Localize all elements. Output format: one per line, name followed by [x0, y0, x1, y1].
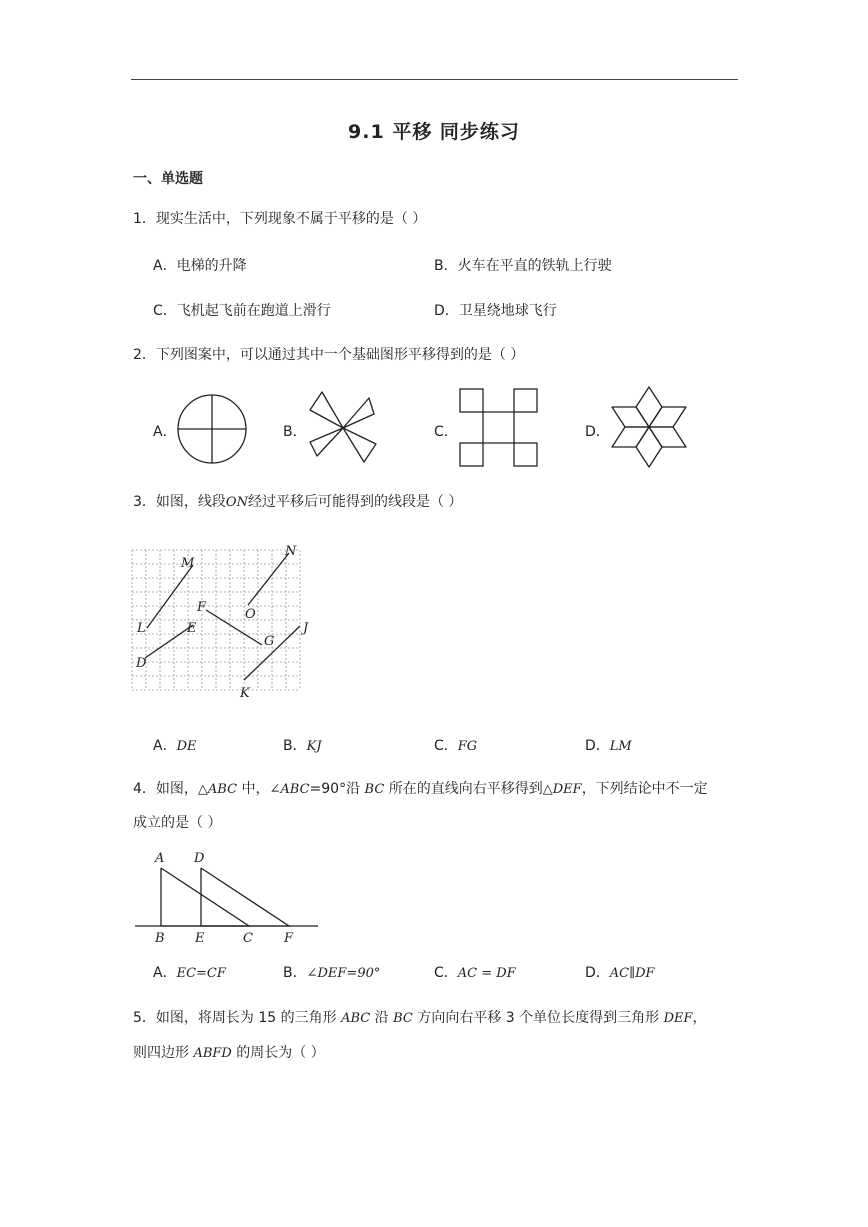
q1-option-b[interactable]: B．火车在平直的铁轨上行驶	[434, 258, 612, 274]
q4-option-c[interactable]: C．AC = DF	[434, 965, 516, 981]
segment-LM[interactable]	[147, 565, 193, 628]
point-D-label: D	[194, 851, 205, 866]
q1-option-c[interactable]: C．飞机起飞前在跑道上滑行	[153, 303, 331, 319]
q3-option-c[interactable]: C．FG	[434, 738, 478, 754]
triangles-figure	[135, 851, 318, 946]
q3-option-a[interactable]: A．DE	[153, 738, 197, 754]
q3-var-ON: ON	[225, 495, 248, 510]
point-E-label: E	[195, 931, 205, 946]
q2-stem: 2．下列图案中，可以通过其中一个基础图形平移得到的是（ ）	[133, 347, 525, 363]
q1-stem: 1．现实生活中，下列现象不属于平移的是（ ）	[133, 211, 427, 227]
point-F-label: F	[284, 931, 294, 946]
q5-stem-line1: 5．如图，将周长为 15 的三角形 ABC 沿 BC 方向向右平移 3 个单位长度得到三角形 DEF，	[133, 1010, 707, 1026]
section-heading: 一、单选题	[133, 171, 203, 187]
q2-option-a-label[interactable]: A．	[153, 424, 177, 440]
q2-option-c-label[interactable]: C．	[434, 424, 458, 440]
point-D-label: D	[136, 656, 147, 671]
circle-cross-figure[interactable]	[178, 395, 246, 463]
point-G-label: G	[264, 634, 275, 649]
segment-DE[interactable]	[145, 625, 193, 658]
four-squares-figure[interactable]	[460, 389, 537, 466]
point-J-label: J	[303, 621, 309, 636]
segment-ON[interactable]	[248, 553, 289, 605]
q5-stem-line2: 则四边形 ABFD 的周长为（ ）	[133, 1045, 325, 1061]
q3-option-b[interactable]: B．KJ	[283, 738, 322, 754]
page-title: 9.1 平移 同步练习	[348, 121, 520, 143]
q3-stem: 3．如图，线段ON经过平移后可能得到的线段是（ ）	[133, 494, 463, 510]
point-C-label: C	[243, 931, 253, 946]
point-N-label: N	[285, 544, 297, 559]
point-K-label: K	[240, 686, 250, 701]
q4-option-b[interactable]: B．∠DEF=90°	[283, 965, 381, 981]
pinwheel-figure[interactable]	[310, 392, 376, 462]
q1-option-d[interactable]: D．卫星绕地球飞行	[434, 303, 557, 319]
q4-stem-line1: 4．如图，△ABC 中，∠ABC=90°沿 BC 所在的直线向右平移得到△DEF，下列结论中不一定	[133, 781, 708, 797]
q2-option-d-label[interactable]: D．	[585, 424, 610, 440]
q1-option-a[interactable]: A．电梯的升降	[153, 258, 247, 274]
point-M-label: M	[181, 556, 195, 571]
point-A-label: A	[155, 851, 165, 866]
grid-figure	[132, 544, 309, 701]
point-F-label: F	[197, 600, 207, 615]
point-E-label: E	[187, 621, 197, 636]
rhombus-star-figure[interactable]	[612, 387, 686, 467]
point-B-label: B	[155, 931, 165, 946]
triangle-ABC[interactable]	[161, 868, 249, 926]
triangle-DEF[interactable]	[201, 868, 289, 926]
q4-option-d[interactable]: D．AC∥DF	[585, 965, 655, 981]
q4-stem-line2: 成立的是（ ）	[133, 815, 222, 831]
q4-option-a[interactable]: A．EC=CF	[153, 965, 226, 981]
point-O-label: O	[245, 607, 256, 622]
point-L-label: L	[137, 621, 146, 636]
q3-option-d[interactable]: D．LM	[585, 738, 632, 754]
q2-option-b-label[interactable]: B．	[283, 424, 307, 440]
